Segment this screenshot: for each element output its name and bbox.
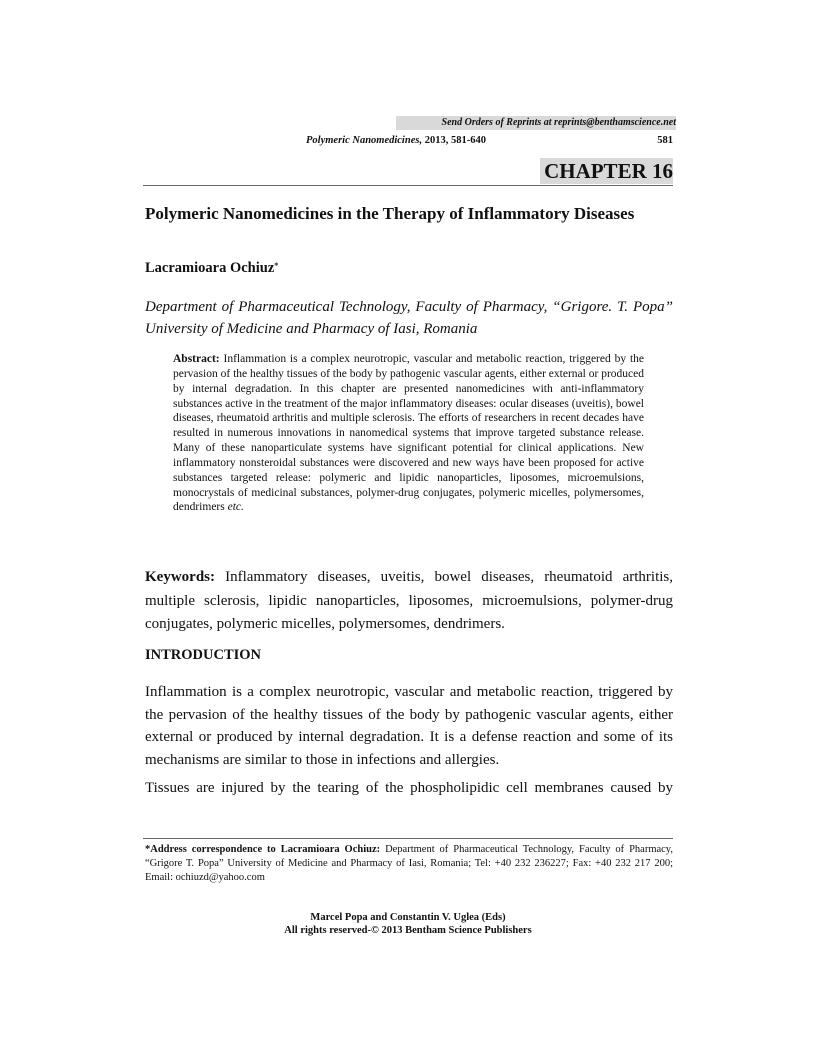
footnote-text: Department of Pharmaceutical Technology, Faculty of Pharmacy, “Grigore T. Popa” University of Medicine and Pharmacy of Iasi, Romania; Tel: +40 232 236227; Fax: +40 232 217 200; Email: ochiuzd@yahoo.com [145,844,674,883]
chapter-label: CHAPTER 16 [540,158,673,184]
abstract-label: Abstract: [173,353,220,365]
correspondence-footnote [145,843,673,885]
introduction-paragraph-2: Tissues are injured by the tearing of the phospholipidic cell membranes caused by [145,780,673,796]
author-affiliation: Department of Pharmaceutical Technology, Faculty of Pharmacy, “Grigore. T. Popa” University of Medicine and Pharmacy of Iasi, Romania [145,299,673,337]
author-name-text: Lacramioara Ochiuz [145,260,275,276]
abstract [173,352,644,515]
journal-name: Polymeric Nanomedicines, [306,135,423,146]
author-name [145,258,278,278]
journal-volume-pages: 2013, 581-640 [422,135,486,146]
publisher-footer [143,911,673,937]
author-mark: * [274,261,279,270]
page-number: 581 [657,135,673,146]
footnote-divider [143,838,673,839]
introduction-heading: INTRODUCTION [145,647,262,663]
article-title: Polymeric Nanomedicines in the Therapy of Inflammatory Diseases [145,204,635,223]
keywords-text: Inflammatory diseases, uveitis, bowel diseases, rheumatoid arthritis, multiple sclerosis, lipidic nanoparticles, liposomes, microemulsions, polymer-drug conjugates, polymeric micelles, polymersomes, dendrimers. [145,569,673,632]
reprints-notice: Send Orders of Reprints at reprints@benthamscience.net [396,116,676,130]
keywords-label: Keywords: [145,569,215,585]
journal-citation [306,134,486,148]
copyright-line: All rights reserved-© 2013 Bentham Science Publishers [284,925,532,936]
header-divider [143,185,673,186]
abstract-etc: etc. [227,501,244,514]
editors-line: Marcel Popa and Constantin V. Uglea (Eds) [310,912,506,923]
abstract-text: Inflammation is a complex neurotropic, vascular and metabolic reaction, triggered by the pervasion of the healthy tissues of the body by pathogenic vascular agents, either external or produced by internal degradation. In this chapter are presented nanomedicines with anti-inflammatory substances active in the treatment of the major inflammatory diseases: ocular diseases (uveitis), bowel diseases, rheumatoid arthritis and multiple sclerosis. The efforts of researchers in recent decades have resulted in numerous innovations in nanomedical systems that improve targeted substance release. Many of these nanoparticulate systems have significant potential for clinical applications. New inflammatory nonsteroidal substances were discovered and new ways have been proposed for active substances targeted release: polymeric and lipidic nanoparticles, liposomes, microemulsions, monocrystals of medicinal substances, polymer-drug conjugates, polymeric micelles, polymersomes, dendrimers [173,353,644,514]
footnote-label: *Address correspondence to Lacramioara Ochiuz: [145,844,381,855]
introduction-paragraph-1: Inflammation is a complex neurotropic, vascular and metabolic reaction, triggered by the pervasion of the healthy tissues of the body by pathogenic vascular agents, either external or produced by internal degradation. It is a defense reaction and some of its mechanisms are similar to those in infections and allergies. [145,684,673,768]
keywords [145,566,673,637]
